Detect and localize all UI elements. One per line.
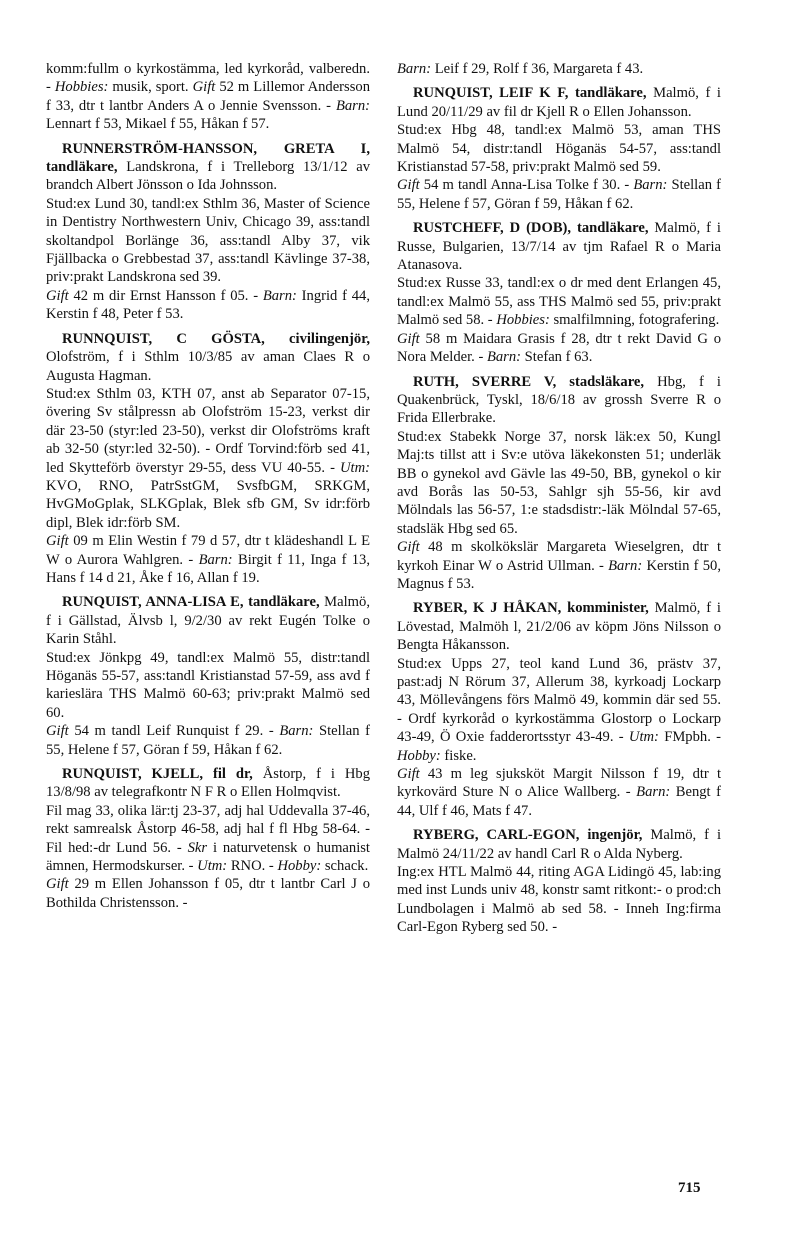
text-run: fiske.: [440, 747, 477, 764]
field-label: Utm:: [340, 459, 370, 476]
entry-profession: tandläkare,: [46, 159, 118, 176]
text-run: Malmö, f i Gällstad, Älvsb l, 9/2/30 av rekt Eugén Tolke o Karin Ståhl.: [46, 594, 370, 648]
text-run: Malmö, f i Lund 20/11/29 av fil dr Kjell R o Ellen Johansson.: [397, 85, 721, 120]
biography-entry: [397, 84, 721, 213]
entry-heading-paragraph: [46, 330, 370, 385]
text-run: FMpbh. -: [658, 729, 721, 746]
entry-name: RYBER, K J HÅKAN,: [413, 600, 562, 617]
entry-paragraph: [46, 722, 370, 759]
text-run: 43 m leg sjuksköt Margit Nilsson f 19, dtr t kyrkovärd Sture N o Alice Wallberg. -: [397, 766, 721, 801]
entry-paragraph: [46, 60, 370, 134]
entry-name: RUNQUIST, LEIF K F,: [413, 85, 569, 102]
field-label: Barn:: [608, 557, 643, 574]
text-run: Olofström, f i Sthlm 10/3/85 av aman Claes R o Augusta Hagman.: [46, 349, 370, 384]
text-run: Stellan f 55, Helene f 57, Göran f 59, Håkan f 62.: [397, 177, 721, 212]
field-label: Barn:: [486, 349, 522, 366]
entry-paragraph: [397, 428, 721, 538]
entry-continuation: [46, 60, 370, 134]
text-run: Bengt f 44, Ulf f 46, Mats f 47.: [397, 784, 721, 819]
field-label: Gift: [46, 287, 69, 304]
entry-paragraph: [46, 385, 370, 532]
text-run: Stefan f 63.: [521, 349, 593, 366]
text-run: 54 m tandl Leif Runquist f 29. -: [68, 723, 280, 740]
entry-paragraph: [46, 195, 370, 287]
entry-paragraph: [46, 287, 370, 324]
text-run: 29 m Ellen Johansson f 05, dtr t lantbr Carl J o Bothilda Christensson. -: [46, 876, 370, 911]
entry-continuation: [397, 60, 721, 78]
field-label: Gift: [397, 330, 420, 347]
entry-profession: ingenjör,: [579, 827, 643, 844]
entry-profession: civilingenjör,: [264, 330, 370, 347]
entry-paragraph: [397, 60, 721, 78]
text-run: 54 m tandl Anna-Lisa Tolke f 30. -: [419, 177, 634, 194]
text-run: Stud:ex Lund 30, tandl:ex Sthlm 36, Master of Science in Dentistry Northwestern Univ, Chicago 39, ass:tandl skoltandpol Borlänge 36, ass:tandl Alby 37, vik Fjällbacka o Grebbestad 37, ass:tandl Kävlinge 37-38, priv:prakt Landskrona sed 39.: [46, 195, 370, 286]
field-label: Hobbies:: [496, 312, 550, 329]
entry-profession: tandläkare,: [243, 594, 320, 611]
entry-paragraph: [46, 875, 370, 912]
field-label: Gift: [46, 876, 69, 893]
field-label: Hobbies:: [54, 79, 109, 96]
text-run: Malmö, f i Lövestad, Malmöh l, 21/2/06 av köpm Jöns Nilsson o Bengta Håkansson.: [397, 600, 721, 654]
entry-heading-paragraph: [397, 826, 721, 863]
biography-entry: [46, 330, 370, 588]
field-label: Gift: [46, 533, 69, 550]
entry-profession: stadsläkare,: [556, 373, 645, 390]
field-label: Hobby:: [397, 747, 441, 764]
entry-name: RUTH, SVERRE V,: [413, 373, 557, 390]
text-run: Landskrona, f i Trelleborg 13/1/12 av brandch Albert Jönsson o Ida Johnsson.: [46, 159, 370, 194]
entry-paragraph: [397, 176, 721, 213]
text-run: KVO, RNO, PatrSstGM, SvsfbGM, SRKGM, HvGMoGplak, SLKGplak, Blek sfb GM, Sv idr:förb dipl, Blek idr:förb SM.: [46, 477, 370, 531]
field-label: Barn:: [633, 177, 668, 194]
field-label: Barn:: [397, 61, 432, 77]
entry-profession: komminister,: [561, 600, 649, 617]
text-run: Stud:ex Upps 27, teol kand Lund 36, prästv 37, past:adj N Rörum 37, Allerum 38, kyrkoadj Lockarp 43, Möllevångens förs Malmö 49, kommin där sed 55. - Ordf kyrkoråd o kyrkostämma Glostorp o Lockarp 43-49, Ö Oxie fadderortsstyr 43-49. -: [397, 655, 721, 746]
text-run: Malmö, f i Russe, Bulgarien, 13/7/14 av tjm Rafael R o Maria Atanasova.: [397, 220, 721, 274]
text-run: i naturvetensk o humanist ämnen, Hermodskurser. -: [46, 839, 370, 875]
field-label: Gift: [397, 766, 420, 783]
entry-name: RUSTCHEFF, D (DOB),: [413, 220, 572, 237]
text-run: Stellan f 55, Helene f 57, Göran f 59, Håkan f 62.: [46, 723, 370, 758]
entry-profession: tandläkare,: [568, 85, 647, 102]
entry-profession: fil dr,: [203, 766, 253, 783]
text-run: 52 m Lillemor Andersson f 33, dtr t lantbr Anders A o Jennie Svensson. -: [46, 79, 370, 114]
entry-paragraph: [397, 330, 721, 367]
text-run: 42 m dir Ernst Hansson f 05. -: [68, 287, 263, 304]
text-run: Hbg, f i Quakenbrück, Tyskl, 18/6/18 av grossh Sverre R o Frida Ellerbrake.: [397, 373, 721, 427]
entry-heading-paragraph: [46, 765, 370, 802]
text-run: Ing:ex HTL Malmö 44, riting AGA Lidingö 45, lab:ing med inst Lunds univ 48, konstr samt ritkont:- o prod:ch Lundbolagen i Malmö ab sed 58. - Inneh Ing:firma Carl-Egon Ryberg sed 50. -: [397, 864, 721, 936]
entry-paragraph: [397, 538, 721, 593]
text-run: RNO. -: [227, 858, 278, 875]
biography-entry: [46, 593, 370, 759]
text-run: Stud:ex Hbg 48, tandl:ex Malmö 53, aman THS Malmö 54, distr:tandl Höganäs 54-57, ass:tandl Kristianstad 57-58, priv:prakt Malmö sed 59.: [397, 122, 721, 176]
text-run: Ingrid f 44, Kerstin f 48, Peter f 53.: [46, 287, 370, 323]
entry-heading-paragraph: [46, 593, 370, 648]
right-column: [397, 60, 721, 937]
field-label: Barn:: [335, 97, 370, 114]
entry-paragraph: [46, 532, 370, 587]
entry-paragraph: [397, 863, 721, 937]
field-label: Barn:: [636, 784, 671, 801]
field-label: Gift: [397, 177, 420, 194]
field-label: Utm:: [197, 858, 228, 875]
entry-paragraph: [397, 121, 721, 176]
text-run: komm:fullm o kyrkostämma, led kyrkoråd, valberedn. -: [46, 61, 370, 96]
text-run: Fil mag 33, olika lär:tj 23-37, adj hal Uddevalla 37-46, rekt samrealsk Åstorp 46-58, adj hal f fl Hbg 58-64. - Fil hed:-dr Lund 56. -: [46, 802, 370, 856]
entry-paragraph: [397, 274, 721, 329]
entry-heading-paragraph: [397, 84, 721, 121]
text-run: smalfilmning, fotografering.: [549, 312, 720, 329]
text-run: Kerstin f 50, Magnus f 53.: [397, 557, 721, 592]
biography-entry: [397, 599, 721, 820]
entry-name: RUNNQUIST, C GÖSTA,: [62, 330, 265, 347]
text-run: 48 m skolkökslär Margareta Wieselgren, dtr t kyrkoh Einar W o Astrid Ullman. -: [397, 539, 721, 574]
entry-profession: tandläkare,: [571, 220, 649, 237]
field-label: Barn:: [198, 551, 233, 568]
entry-paragraph: [46, 649, 370, 723]
entry-name: RYBERG, CARL-EGON,: [413, 827, 580, 844]
field-label: Gift: [46, 723, 69, 740]
field-label: Gift: [397, 539, 420, 556]
field-label: Hobby:: [277, 858, 322, 875]
text-run: schack.: [321, 858, 369, 875]
text-run: Stud:ex Stabekk Norge 37, norsk läk:ex 50, Kungl Maj:ts tillst att i Sv:e utöva läkekonsten 51; underläk BB o gynekol avd Gävle las 49-50, BB, gynekol o kir avd Borås las 50-53, Sahlgr sjh 55-56, kir avd Mölndals las 56-57, 1:e stadsdistr:-läk Mölndal 57-65, stadsläk Hbg sed 65.: [397, 428, 721, 537]
entry-paragraph: [397, 655, 721, 765]
text-run: Stud:ex Russe 33, tandl:ex o dr med dent Erlangen 45, tandl:ex Malmö 55, ass THS Malmö sed 55, priv:prakt Malmö sed 58. -: [397, 275, 721, 329]
field-label: Barn:: [262, 287, 297, 304]
entry-name: RUNQUIST, KJELL,: [62, 766, 204, 783]
entry-heading-paragraph: [397, 373, 721, 428]
text-run: Stud:ex Jönkpg 49, tandl:ex Malmö 55, distr:tandl Höganäs 55-57, ass:tandl Kristianstad 57-59, ass avd f karieslära THS Malmö 60-63; priv:prakt Malmö sed 60.: [46, 649, 370, 721]
biography-entry: [397, 826, 721, 936]
text-run: Leif f 29, Rolf f 36, Margareta f 43.: [431, 61, 644, 77]
entry-paragraph: [46, 802, 370, 876]
biography-entry: [397, 219, 721, 366]
text-run: Åstorp, f i Hbg 13/8/98 av telegrafkontr N F R o Ellen Holmqvist.: [46, 766, 370, 801]
text-run: Stud:ex Sthlm 03, KTH 07, anst ab Separator 07-15, övering Sv stålpressn ab Olofström 15-23, verkst dir där 23-50 (styr:led 23-50), verkst dir Olofströms kraft ab 32-50 (styr:led 32-50). - Ordf Torvind:förb sed 41, led Skytteförb överstyr 29-55, dess VU 40-55. -: [46, 385, 370, 476]
text-run: 58 m Maidara Grasis f 28, dtr t rekt David G o Nora Melder. -: [397, 330, 721, 366]
text-run: Malmö, f i Malmö 24/11/22 av handl Carl R o Alda Nyberg.: [397, 827, 722, 862]
text-run: Birgit f 11, Inga f 13, Hans f 14 d 21, Åke f 16, Allan f 19.: [46, 551, 371, 586]
entry-paragraph: [397, 765, 721, 820]
biography-entry: [46, 140, 370, 324]
entry-heading-paragraph: [46, 140, 370, 195]
biography-entry: [397, 373, 721, 594]
entry-name: RUNQUIST, ANNA-LISA E,: [62, 594, 244, 611]
text-run: musik, sport.: [108, 79, 193, 96]
left-column: [46, 60, 370, 912]
biography-entry: [46, 765, 370, 912]
text-run: Lennart f 53, Mikael f 55, Håkan f 57.: [46, 116, 270, 133]
text-run: 09 m Elin Westin f 79 d 57, dtr t klädeshandl L E W o Aurora Wahlgren. -: [46, 533, 370, 568]
entry-heading-paragraph: [397, 599, 721, 654]
page-number: 715: [678, 1180, 701, 1196]
field-label: Barn:: [279, 723, 314, 740]
field-label: Utm:: [628, 729, 659, 746]
field-label: Gift: [192, 79, 216, 96]
entry-heading-paragraph: [397, 219, 721, 274]
entry-name: RUNNERSTRÖM-HANSSON, GRETA I,: [62, 140, 370, 157]
field-label: Skr: [187, 839, 208, 856]
